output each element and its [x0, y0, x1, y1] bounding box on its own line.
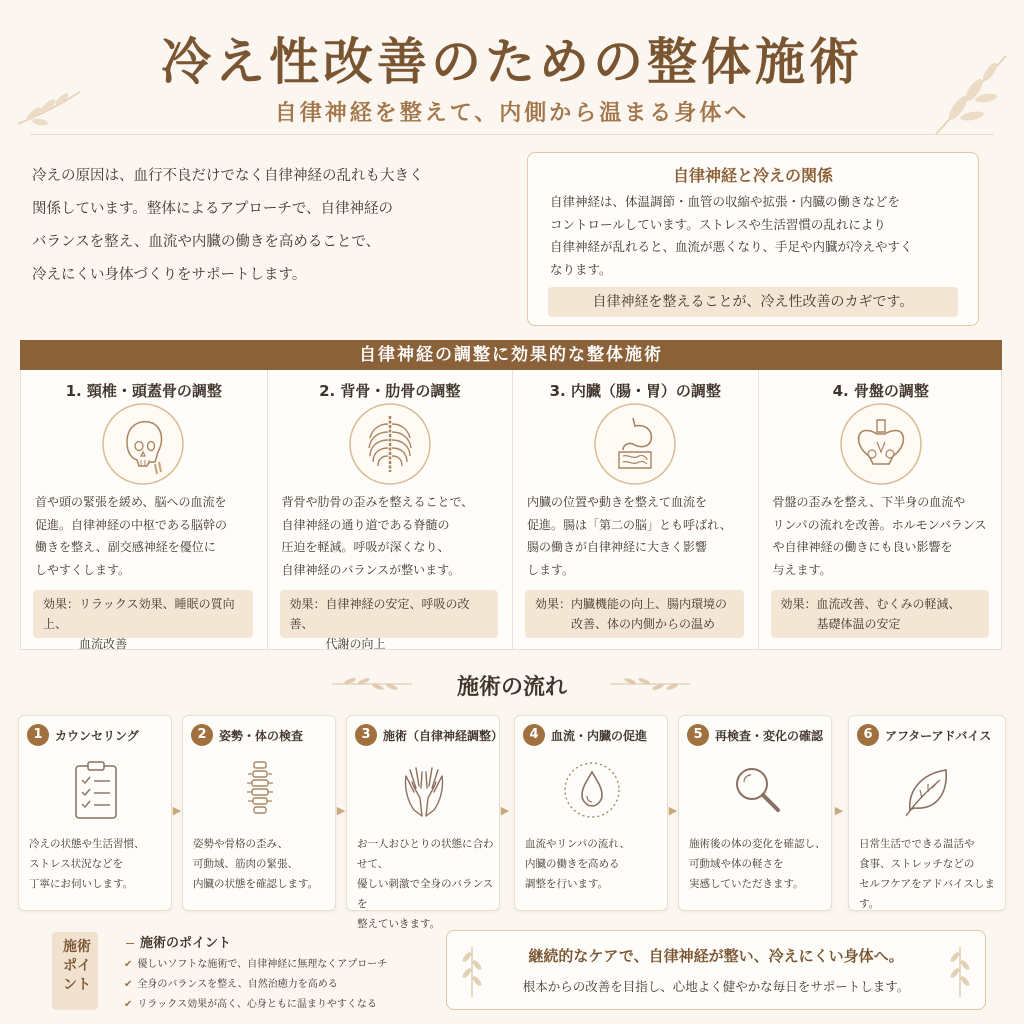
- treatment-description: [527, 491, 750, 581]
- desc-line: 可動域や体の軽さを: [689, 858, 784, 870]
- desc-line: 姿勢や骨格の歪み、: [193, 838, 289, 850]
- treatment-title: 1. 頸椎・頭蓋骨の調整: [65, 382, 222, 400]
- closing-message: 継続的なケアで、自律神経が整い、冷えにくい身体へ。: [528, 947, 904, 965]
- points-heading: 施術のポイント: [126, 932, 231, 951]
- check-icon: ✔: [124, 959, 133, 970]
- chevron-right-icon: ▶: [668, 804, 678, 817]
- step-description: [689, 834, 829, 894]
- step-description: [859, 834, 1003, 914]
- desc-line: 整えていきます。: [357, 918, 441, 930]
- flow-step: [514, 715, 668, 911]
- treatment-description: [282, 491, 505, 581]
- desc-line: 背骨や肋骨の歪みを整えることで、: [281, 495, 474, 509]
- flow-heading: 施術の流れ: [456, 674, 567, 700]
- treatment-card: [21, 370, 267, 650]
- treatment-effect: [525, 590, 744, 638]
- page-subtitle: 自律神経を整えて、内側から温まる身体へ: [274, 100, 750, 126]
- treatment-description: [35, 491, 259, 581]
- desc-line: セルフケアをアドバイスします。: [859, 878, 995, 910]
- step-description: [525, 834, 665, 894]
- badge-line: ント: [63, 977, 91, 993]
- relation-title: 自律神経と冷えの関係: [672, 166, 833, 185]
- intro-line: 冷えにくい身体づくりをサポートします。: [32, 267, 307, 283]
- relation-line: 自律神経が乱れると、血流が悪くなり、手足や内臓が冷えやすく: [550, 239, 913, 254]
- check-icon: ✔: [124, 979, 133, 990]
- effect-line: 効果：自律神経の安定、呼吸の改善、: [289, 597, 470, 631]
- desc-line: 施術後の体の変化を確認し、: [689, 838, 826, 850]
- step-number: 2: [191, 724, 213, 746]
- closing-box: [446, 930, 986, 1010]
- relation-line: 自律神経は、体温調節・血管の収縮や拡張・内臓の働きなどを: [550, 194, 901, 209]
- intro-line: バランスを整え、血流や内臓の働きを高めることで、: [32, 234, 381, 250]
- desc-line: 優しい刺激で全身のバランスを: [357, 878, 494, 910]
- desc-line: 血流やリンパの流れ、: [525, 838, 630, 850]
- treatment-title: 3. 内臓（腸・胃）の調整: [549, 382, 721, 400]
- step-number: 4: [523, 724, 545, 746]
- wheat-ornament-right-icon: [608, 676, 692, 692]
- desc-line: 実感していただきます。: [689, 878, 804, 890]
- effect-line: 代謝の向上: [325, 637, 386, 651]
- step-number: 3: [355, 724, 377, 746]
- point-text: 優しいソフトな施術で、自律神経に無理なくアプローチ: [137, 959, 388, 970]
- point-item: [124, 955, 387, 970]
- relation-line: なります。: [550, 261, 612, 277]
- treatment-effect: [33, 590, 253, 651]
- relation-box: [527, 152, 979, 326]
- desc-line: 腸の働きが自律神経に大きく影響: [527, 540, 708, 554]
- relation-key-message: 自律神経を整えることが、冷え性改善のカギです。: [548, 287, 958, 317]
- hands-icon: [394, 758, 454, 822]
- desc-line: 首や頭の緊張を緩め、脳への血流を: [35, 495, 227, 509]
- closing-submessage: 根本からの改善を目指し、心地よく健やかな毎日をサポートします。: [522, 979, 910, 994]
- leaf-icon: [896, 758, 956, 822]
- chevron-right-icon: ▶: [834, 804, 844, 817]
- flow-step: [18, 715, 172, 911]
- stomach-intestine-icon: [593, 402, 677, 486]
- effect-line: 血流改善: [79, 637, 128, 651]
- check-icon: ✔: [124, 999, 133, 1010]
- desc-line: お一人おひとりの状態に合わせて、: [357, 838, 494, 870]
- step-title: 再検査・変化の確認: [715, 729, 824, 743]
- treatments-panel: [20, 370, 1002, 650]
- flow-step: [678, 715, 832, 911]
- desc-line: 圧迫を軽減。呼吸が深くなり、: [281, 540, 450, 554]
- ribcage-icon: [348, 402, 432, 486]
- chevron-right-icon: ▶: [172, 804, 182, 817]
- points-badge: [52, 932, 98, 1010]
- desc-line: 与えます。: [772, 562, 832, 577]
- step-title: アフターアドバイス: [885, 729, 992, 743]
- treatment-card: [512, 370, 758, 650]
- desc-line: しやすくします。: [35, 562, 131, 577]
- desc-line: 可動域、筋肉の緊張、: [193, 858, 298, 870]
- page-title: 冷え性改善のための整体施術: [161, 32, 863, 91]
- relation-line: コントロールしています。ストレスや生活習慣の乱れにより: [550, 216, 886, 232]
- relation-body: [550, 191, 960, 281]
- desc-line: リンパの流れを改善。ホルモンバランス: [772, 517, 987, 532]
- desc-line: します。: [527, 562, 575, 577]
- step-description: [29, 834, 169, 894]
- treatment-card: [267, 370, 513, 650]
- step-description: [193, 834, 333, 894]
- treatment-effect: [771, 590, 990, 638]
- effect-line: 基礎体温の安定: [816, 617, 901, 631]
- pelvis-icon: [839, 402, 923, 486]
- intro-text: [32, 160, 492, 292]
- effect-line: 効果：リラックス効果、睡眠の質向上、: [43, 597, 235, 631]
- treatment-description: [773, 491, 996, 581]
- desc-line: 自律神経の通り道である脊髄の: [281, 517, 450, 532]
- flow-step: [848, 715, 1006, 911]
- badge-line: ポイ: [63, 958, 91, 974]
- step-title: 施術（自律神経調整）: [383, 729, 504, 743]
- desc-line: 内臓の状態を確認します。: [193, 878, 319, 890]
- desc-line: 内臓の位置や動きを整えて血流を: [527, 495, 708, 509]
- step-title: 姿勢・体の検査: [219, 729, 304, 743]
- chevron-right-icon: ▶: [336, 804, 346, 817]
- chevron-right-icon: ▶: [500, 804, 510, 817]
- desc-line: 促進。自律神経の中枢である脳幹の: [35, 517, 228, 532]
- spine-icon: [230, 758, 290, 822]
- step-number: 6: [857, 724, 879, 746]
- point-item: [124, 995, 377, 1010]
- desc-line: 日常生活でできる温活や: [859, 838, 975, 850]
- desc-line: 調整を行います。: [525, 878, 609, 890]
- desc-line: 自律神経のバランスが整います。: [281, 562, 461, 577]
- point-text: リラックス効果が高く、心身ともに温まりやすくなる: [137, 999, 377, 1010]
- desc-line: や自律神経の働きにも良い影響を: [772, 540, 953, 554]
- sprig-right-icon: [945, 941, 975, 999]
- desc-line: 冷えの状態や生活習慣、: [29, 838, 145, 850]
- step-title: 血流・内臓の促進: [551, 729, 648, 743]
- flow-step: [346, 715, 504, 930]
- badge-line: 施術: [63, 939, 91, 955]
- step-number: 5: [687, 724, 709, 746]
- point-item: [124, 975, 338, 990]
- treatment-title: 2. 背骨・肋骨の調整: [319, 382, 461, 400]
- treatment-title: 4. 骨盤の調整: [832, 382, 929, 400]
- effect-line: 改善、体の内側からの温め: [571, 617, 716, 631]
- intro-line: 冷えの原因は、血行不良だけでなく自律神経の乱れも大きく: [32, 168, 424, 184]
- desc-line: 内臓の働きを高める: [525, 858, 620, 870]
- skull-icon: [101, 402, 185, 486]
- desc-line: 骨盤の歪みを整え、下半身の血流や: [772, 495, 966, 509]
- desc-line: 食事、ストレッチなどの: [859, 858, 975, 870]
- step-number: 1: [27, 724, 49, 746]
- magnifier-icon: [726, 758, 786, 822]
- flow-step: [182, 715, 336, 911]
- drop-circle-icon: [562, 758, 622, 822]
- treatments-heading: 自律神経の調整に効果的な整体施術: [20, 340, 1002, 370]
- treatment-effect: [280, 590, 499, 651]
- desc-line: 働きを整え、副交感神経を優位に: [35, 540, 216, 554]
- clipboard-checklist-icon: [66, 758, 126, 822]
- effect-line: 効果：血流改善、むくみの軽減、: [780, 597, 961, 611]
- intro-line: 関係しています。整体によるアプローチで、自律神経の: [32, 201, 394, 217]
- header-divider: [30, 134, 994, 135]
- desc-line: 促進。腸は「第二の脳」とも呼ばれ、: [527, 517, 732, 532]
- point-text: 全身のバランスを整え、自然治癒力を高める: [137, 979, 338, 990]
- step-description: [357, 834, 497, 934]
- treatment-card: [758, 370, 1004, 650]
- step-title: カウンセリング: [55, 729, 139, 743]
- effect-line: 効果：内臓機能の向上、腸内環境の: [535, 597, 728, 611]
- desc-line: 丁寧にお伺いします。: [29, 878, 134, 890]
- desc-line: ストレス状況などを: [29, 858, 124, 870]
